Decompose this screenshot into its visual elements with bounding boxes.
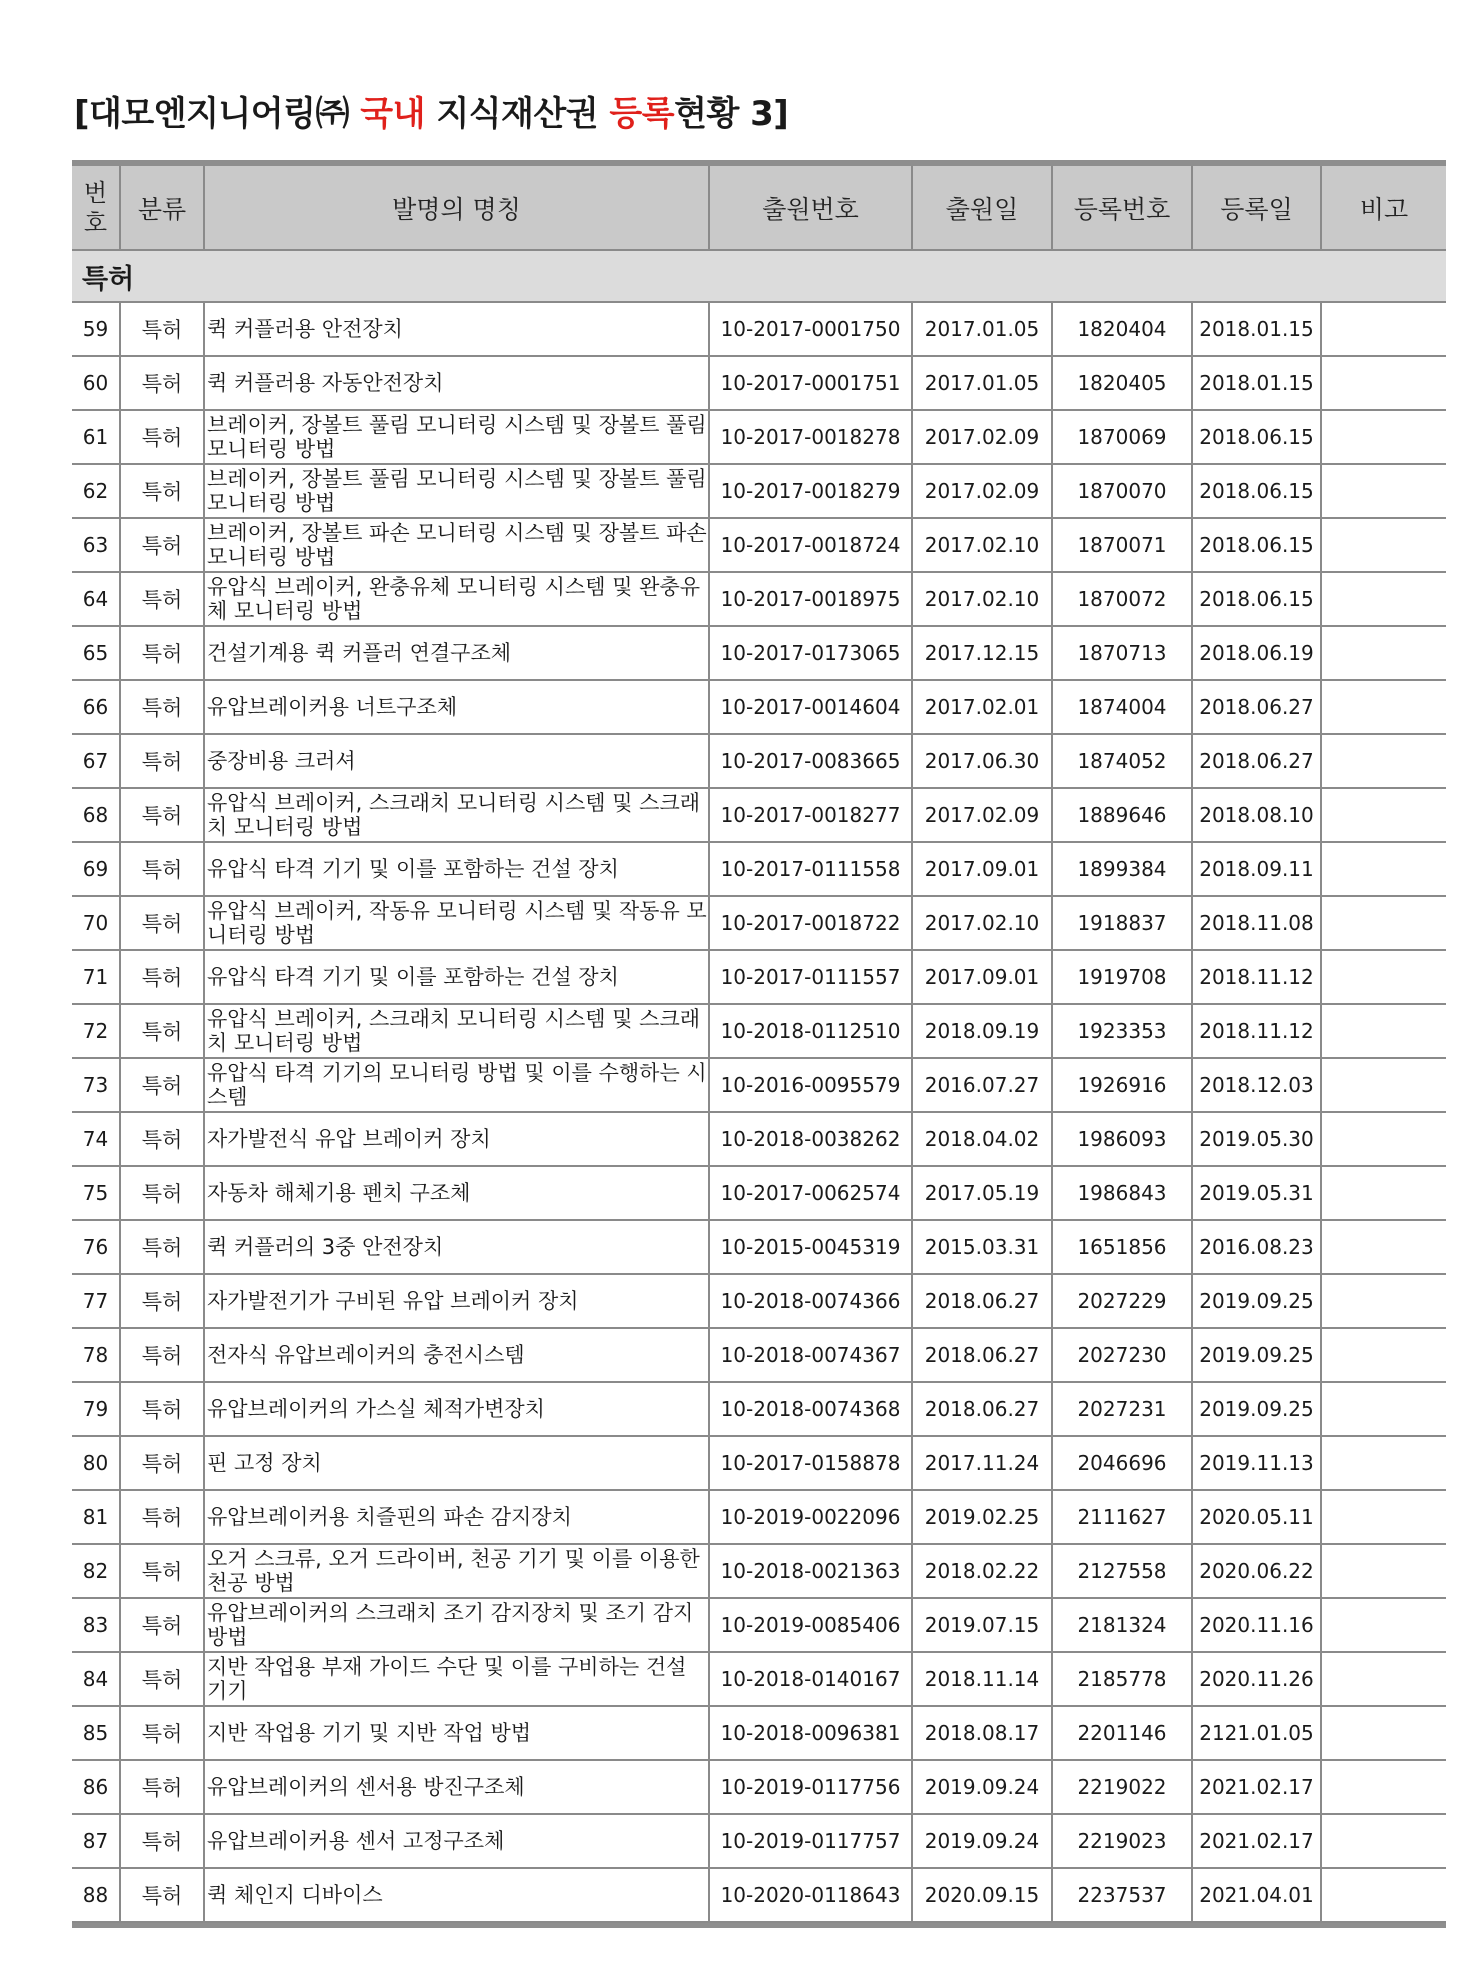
row-registration-date: 2020.11.16 (1192, 1598, 1321, 1652)
table-row (72, 680, 1446, 734)
row-number: 88 (72, 1868, 120, 1922)
row-number: 79 (72, 1382, 120, 1436)
row-note (1321, 896, 1446, 950)
row-registration-number: 2185778 (1052, 1652, 1192, 1706)
row-kind: 특허 (120, 1274, 204, 1328)
row-note (1321, 1328, 1446, 1382)
row-registration-number: 1820404 (1052, 302, 1192, 356)
row-application-date: 2019.09.24 (912, 1760, 1052, 1814)
row-registration-number: 1899384 (1052, 842, 1192, 896)
row-kind: 특허 (120, 302, 204, 356)
row-kind: 특허 (120, 842, 204, 896)
table-row (72, 1544, 1446, 1598)
row-application-number: 10-2018-0140167 (709, 1652, 912, 1706)
title-part-registration: 등록 (609, 94, 675, 134)
row-application-number: 10-2017-0062574 (709, 1166, 912, 1220)
row-invention-name: 전자식 유압브레이커의 충전시스템 (204, 1328, 709, 1382)
row-application-number: 10-2017-0173065 (709, 626, 912, 680)
row-application-number: 10-2018-0074368 (709, 1382, 912, 1436)
row-invention-name: 유압브레이커용 치즐핀의 파손 감지장치 (204, 1490, 709, 1544)
row-note (1321, 572, 1446, 626)
row-application-date: 2018.11.14 (912, 1652, 1052, 1706)
row-registration-date: 2018.12.03 (1192, 1058, 1321, 1112)
row-number: 86 (72, 1760, 120, 1814)
row-invention-name: 브레이커, 장볼트 풀림 모니터링 시스템 및 장볼트 풀림 모니터링 방법 (204, 410, 709, 464)
row-number: 83 (72, 1598, 120, 1652)
row-number: 74 (72, 1112, 120, 1166)
row-application-date: 2017.02.09 (912, 410, 1052, 464)
row-application-date: 2017.11.24 (912, 1436, 1052, 1490)
row-registration-number: 2027229 (1052, 1274, 1192, 1328)
table-row (72, 1328, 1446, 1382)
row-registration-number: 2201146 (1052, 1706, 1192, 1760)
row-application-number: 10-2017-0158878 (709, 1436, 912, 1490)
row-note (1321, 1274, 1446, 1328)
row-registration-number: 1926916 (1052, 1058, 1192, 1112)
row-note (1321, 302, 1446, 356)
row-number: 64 (72, 572, 120, 626)
row-number: 61 (72, 410, 120, 464)
table-row (72, 1490, 1446, 1544)
row-note (1321, 1382, 1446, 1436)
row-application-number: 10-2018-0038262 (709, 1112, 912, 1166)
row-application-number: 10-2018-0074367 (709, 1328, 912, 1382)
table-row (72, 1436, 1446, 1490)
row-registration-number: 2219022 (1052, 1760, 1192, 1814)
table-row (72, 518, 1446, 572)
row-number: 87 (72, 1814, 120, 1868)
row-kind: 특허 (120, 1058, 204, 1112)
row-invention-name: 브레이커, 장볼트 풀림 모니터링 시스템 및 장볼트 풀림 모니터링 방법 (204, 464, 709, 518)
row-number: 71 (72, 950, 120, 1004)
row-note (1321, 356, 1446, 410)
row-note (1321, 1814, 1446, 1868)
row-registration-date: 2020.11.26 (1192, 1652, 1321, 1706)
row-application-number: 10-2017-0018975 (709, 572, 912, 626)
row-application-number: 10-2015-0045319 (709, 1220, 912, 1274)
row-invention-name: 자가발전기가 구비된 유압 브레이커 장치 (204, 1274, 709, 1328)
row-number: 78 (72, 1328, 120, 1382)
row-invention-name: 유압식 브레이커, 스크래치 모니터링 시스템 및 스크래치 모니터링 방법 (204, 1004, 709, 1058)
row-number: 84 (72, 1652, 120, 1706)
row-invention-name: 퀵 커플러용 안전장치 (204, 302, 709, 356)
row-registration-number: 2111627 (1052, 1490, 1192, 1544)
row-application-date: 2018.08.17 (912, 1706, 1052, 1760)
row-kind: 특허 (120, 1598, 204, 1652)
row-note (1321, 1220, 1446, 1274)
title-part-domestic: 국내 (360, 94, 425, 134)
table-row (72, 1004, 1446, 1058)
row-number: 72 (72, 1004, 120, 1058)
row-application-number: 10-2017-0018279 (709, 464, 912, 518)
row-application-date: 2017.02.10 (912, 518, 1052, 572)
row-registration-number: 1986093 (1052, 1112, 1192, 1166)
row-registration-date: 2018.09.11 (1192, 842, 1321, 896)
table-row (72, 1220, 1446, 1274)
table-row (72, 1868, 1446, 1922)
row-application-date: 2018.06.27 (912, 1274, 1052, 1328)
row-note (1321, 1868, 1446, 1922)
row-registration-number: 1874052 (1052, 734, 1192, 788)
row-number: 67 (72, 734, 120, 788)
row-kind: 특허 (120, 572, 204, 626)
row-number: 60 (72, 356, 120, 410)
row-application-date: 2017.02.10 (912, 572, 1052, 626)
table-row (72, 950, 1446, 1004)
row-registration-date: 2018.06.15 (1192, 572, 1321, 626)
row-invention-name: 유압브레이커의 스크래치 조기 감지장치 및 조기 감지방법 (204, 1598, 709, 1652)
row-invention-name: 유압식 브레이커, 작동유 모니터링 시스템 및 작동유 모니터링 방법 (204, 896, 709, 950)
row-invention-name: 유압식 브레이커, 스크래치 모니터링 시스템 및 스크래치 모니터링 방법 (204, 788, 709, 842)
row-application-number: 10-2017-0001751 (709, 356, 912, 410)
row-kind: 특허 (120, 1652, 204, 1706)
title-part-company: [대모엔지니어링㈜ (74, 94, 361, 134)
row-kind: 특허 (120, 1868, 204, 1922)
row-registration-date: 2018.01.15 (1192, 356, 1321, 410)
row-application-date: 2020.09.15 (912, 1868, 1052, 1922)
row-kind: 특허 (120, 1544, 204, 1598)
row-registration-number: 1870072 (1052, 572, 1192, 626)
row-registration-date: 2019.09.25 (1192, 1328, 1321, 1382)
row-application-number: 10-2017-0018724 (709, 518, 912, 572)
row-kind: 특허 (120, 1220, 204, 1274)
row-number: 85 (72, 1706, 120, 1760)
row-application-date: 2018.02.22 (912, 1544, 1052, 1598)
row-number: 75 (72, 1166, 120, 1220)
row-registration-number: 2046696 (1052, 1436, 1192, 1490)
row-application-date: 2017.06.30 (912, 734, 1052, 788)
row-registration-number: 1870069 (1052, 410, 1192, 464)
row-note (1321, 1436, 1446, 1490)
row-registration-date: 2018.11.12 (1192, 1004, 1321, 1058)
row-registration-date: 2021.02.17 (1192, 1814, 1321, 1868)
row-registration-number: 1870070 (1052, 464, 1192, 518)
column-header-registration-number: 등록번호 (1052, 166, 1192, 250)
row-note (1321, 842, 1446, 896)
column-header-application-number: 출원번호 (709, 166, 912, 250)
row-application-number: 10-2017-0014604 (709, 680, 912, 734)
row-note (1321, 518, 1446, 572)
row-note (1321, 1112, 1446, 1166)
row-application-number: 10-2016-0095579 (709, 1058, 912, 1112)
row-note (1321, 1490, 1446, 1544)
table-row (72, 1058, 1446, 1112)
row-registration-date: 2019.05.30 (1192, 1112, 1321, 1166)
row-application-date: 2018.06.27 (912, 1328, 1052, 1382)
table-row (72, 1706, 1446, 1760)
column-header-number-line1: 번 (83, 178, 108, 207)
row-note (1321, 788, 1446, 842)
row-registration-date: 2019.09.25 (1192, 1382, 1321, 1436)
row-note (1321, 410, 1446, 464)
table-row (72, 1598, 1446, 1652)
row-registration-date: 2018.06.15 (1192, 518, 1321, 572)
row-invention-name: 건설기계용 퀵 커플러 연결구조체 (204, 626, 709, 680)
row-kind: 특허 (120, 896, 204, 950)
row-kind: 특허 (120, 1706, 204, 1760)
row-application-date: 2017.02.01 (912, 680, 1052, 734)
table-row (72, 734, 1446, 788)
row-registration-number: 1870713 (1052, 626, 1192, 680)
row-registration-number: 1889646 (1052, 788, 1192, 842)
row-application-number: 10-2017-0018278 (709, 410, 912, 464)
row-note (1321, 1166, 1446, 1220)
row-number: 73 (72, 1058, 120, 1112)
row-application-number: 10-2018-0021363 (709, 1544, 912, 1598)
row-registration-date: 2018.11.08 (1192, 896, 1321, 950)
row-invention-name: 유압브레이커의 센서용 방진구조체 (204, 1760, 709, 1814)
column-header-application-date: 출원일 (912, 166, 1052, 250)
column-header-registration-date: 등록일 (1192, 166, 1321, 250)
row-application-date: 2018.06.27 (912, 1382, 1052, 1436)
table-row (72, 1274, 1446, 1328)
row-kind: 특허 (120, 1760, 204, 1814)
row-registration-date: 2020.05.11 (1192, 1490, 1321, 1544)
row-kind: 특허 (120, 1004, 204, 1058)
row-note (1321, 734, 1446, 788)
row-application-date: 2017.05.19 (912, 1166, 1052, 1220)
row-registration-date: 2018.06.15 (1192, 464, 1321, 518)
row-kind: 특허 (120, 680, 204, 734)
table-row (72, 626, 1446, 680)
row-registration-date: 2019.05.31 (1192, 1166, 1321, 1220)
table-row (72, 464, 1446, 518)
row-application-date: 2017.01.05 (912, 302, 1052, 356)
title-part-ip: 지식재산권 (425, 94, 610, 134)
row-registration-date: 2018.06.15 (1192, 410, 1321, 464)
row-registration-number: 1870071 (1052, 518, 1192, 572)
table-row (72, 302, 1446, 356)
row-invention-name: 유압식 타격 기기의 모니터링 방법 및 이를 수행하는 시스템 (204, 1058, 709, 1112)
table-row (72, 896, 1446, 950)
row-invention-name: 유압브레이커용 센서 고정구조체 (204, 1814, 709, 1868)
row-note (1321, 1706, 1446, 1760)
table-row (72, 842, 1446, 896)
row-note (1321, 680, 1446, 734)
row-registration-number: 1918837 (1052, 896, 1192, 950)
row-invention-name: 유압브레이커용 너트구조체 (204, 680, 709, 734)
row-invention-name: 유압브레이커의 가스실 체적가변장치 (204, 1382, 709, 1436)
row-invention-name: 지반 작업용 기기 및 지반 작업 방법 (204, 1706, 709, 1760)
row-registration-number: 1923353 (1052, 1004, 1192, 1058)
row-kind: 특허 (120, 1328, 204, 1382)
row-application-date: 2017.02.10 (912, 896, 1052, 950)
table-header-row (72, 166, 1446, 250)
row-application-number: 10-2017-0018722 (709, 896, 912, 950)
row-number: 80 (72, 1436, 120, 1490)
table-row (72, 1814, 1446, 1868)
row-application-number: 10-2018-0112510 (709, 1004, 912, 1058)
table-row (72, 1760, 1446, 1814)
row-note (1321, 1544, 1446, 1598)
row-registration-date: 2121.01.05 (1192, 1706, 1321, 1760)
row-kind: 특허 (120, 356, 204, 410)
row-registration-date: 2018.01.15 (1192, 302, 1321, 356)
row-kind: 특허 (120, 734, 204, 788)
row-application-number: 10-2019-0085406 (709, 1598, 912, 1652)
row-application-date: 2018.04.02 (912, 1112, 1052, 1166)
row-invention-name: 유압식 브레이커, 완충유체 모니터링 시스템 및 완충유체 모니터링 방법 (204, 572, 709, 626)
row-note (1321, 950, 1446, 1004)
row-application-date: 2017.09.01 (912, 842, 1052, 896)
row-registration-date: 2018.06.19 (1192, 626, 1321, 680)
row-kind: 특허 (120, 950, 204, 1004)
row-application-date: 2015.03.31 (912, 1220, 1052, 1274)
row-registration-number: 2027230 (1052, 1328, 1192, 1382)
row-kind: 특허 (120, 1436, 204, 1490)
row-kind: 특허 (120, 1814, 204, 1868)
row-invention-name: 유압식 타격 기기 및 이를 포함하는 건설 장치 (204, 842, 709, 896)
table-row (72, 1382, 1446, 1436)
row-registration-date: 2018.06.27 (1192, 734, 1321, 788)
row-kind: 특허 (120, 1166, 204, 1220)
row-note (1321, 1760, 1446, 1814)
row-application-number: 10-2017-0111557 (709, 950, 912, 1004)
row-registration-date: 2020.06.22 (1192, 1544, 1321, 1598)
row-note (1321, 1598, 1446, 1652)
row-invention-name: 지반 작업용 부재 가이드 수단 및 이를 구비하는 건설 기기 (204, 1652, 709, 1706)
row-registration-date: 2016.08.23 (1192, 1220, 1321, 1274)
table-row (72, 1166, 1446, 1220)
row-registration-date: 2021.04.01 (1192, 1868, 1321, 1922)
row-number: 77 (72, 1274, 120, 1328)
table-row (72, 410, 1446, 464)
row-application-number: 10-2017-0083665 (709, 734, 912, 788)
row-kind: 특허 (120, 1112, 204, 1166)
row-registration-number: 1651856 (1052, 1220, 1192, 1274)
row-application-number: 10-2018-0096381 (709, 1706, 912, 1760)
row-registration-number: 1820405 (1052, 356, 1192, 410)
row-number: 81 (72, 1490, 120, 1544)
column-header-name: 발명의 명칭 (204, 166, 709, 250)
row-registration-number: 2027231 (1052, 1382, 1192, 1436)
row-invention-name: 핀 고정 장치 (204, 1436, 709, 1490)
row-application-date: 2017.12.15 (912, 626, 1052, 680)
row-number: 69 (72, 842, 120, 896)
row-registration-date: 2021.02.17 (1192, 1760, 1321, 1814)
row-number: 76 (72, 1220, 120, 1274)
row-application-number: 10-2019-0022096 (709, 1490, 912, 1544)
row-number: 82 (72, 1544, 120, 1598)
row-kind: 특허 (120, 1382, 204, 1436)
row-application-date: 2017.02.09 (912, 464, 1052, 518)
ip-registration-table (72, 160, 1446, 1928)
row-invention-name: 브레이커, 장볼트 파손 모니터링 시스템 및 장볼트 파손 모니터링 방법 (204, 518, 709, 572)
row-note (1321, 1004, 1446, 1058)
row-application-number: 10-2017-0018277 (709, 788, 912, 842)
row-number: 66 (72, 680, 120, 734)
row-registration-date: 2018.08.10 (1192, 788, 1321, 842)
row-invention-name: 퀵 커플러용 자동안전장치 (204, 356, 709, 410)
row-application-number: 10-2018-0074366 (709, 1274, 912, 1328)
title-part-status: 현황 3] (674, 94, 789, 134)
row-kind: 특허 (120, 518, 204, 572)
row-registration-number: 1874004 (1052, 680, 1192, 734)
row-kind: 특허 (120, 1490, 204, 1544)
row-number: 62 (72, 464, 120, 518)
row-number: 63 (72, 518, 120, 572)
row-note (1321, 1652, 1446, 1706)
row-number: 65 (72, 626, 120, 680)
row-invention-name: 유압식 타격 기기 및 이를 포함하는 건설 장치 (204, 950, 709, 1004)
row-kind: 특허 (120, 626, 204, 680)
row-note (1321, 626, 1446, 680)
section-row (72, 250, 1446, 302)
row-application-date: 2016.07.27 (912, 1058, 1052, 1112)
row-application-date: 2017.01.05 (912, 356, 1052, 410)
row-number: 70 (72, 896, 120, 950)
table-row (72, 788, 1446, 842)
row-invention-name: 자가발전식 유압 브레이커 장치 (204, 1112, 709, 1166)
table-row (72, 1112, 1446, 1166)
row-note (1321, 1058, 1446, 1112)
row-application-number: 10-2020-0118643 (709, 1868, 912, 1922)
row-number: 59 (72, 302, 120, 356)
row-number: 68 (72, 788, 120, 842)
row-kind: 특허 (120, 788, 204, 842)
row-kind: 특허 (120, 464, 204, 518)
row-application-number: 10-2017-0111558 (709, 842, 912, 896)
row-registration-date: 2018.06.27 (1192, 680, 1321, 734)
row-registration-number: 2219023 (1052, 1814, 1192, 1868)
row-invention-name: 퀵 체인지 디바이스 (204, 1868, 709, 1922)
row-invention-name: 중장비용 크러셔 (204, 734, 709, 788)
table-bottom-rule (72, 1923, 1446, 1928)
column-header-number-line2: 호 (83, 208, 108, 237)
row-application-date: 2017.09.01 (912, 950, 1052, 1004)
row-registration-number: 2127558 (1052, 1544, 1192, 1598)
column-header-kind: 분류 (120, 166, 204, 250)
row-registration-date: 2019.11.13 (1192, 1436, 1321, 1490)
row-registration-number: 2181324 (1052, 1598, 1192, 1652)
column-header-number (72, 166, 120, 250)
column-header-note: 비고 (1321, 166, 1446, 250)
row-invention-name: 자동차 해체기용 펜치 구조체 (204, 1166, 709, 1220)
row-application-date: 2019.09.24 (912, 1814, 1052, 1868)
table-row (72, 1652, 1446, 1706)
row-application-number: 10-2017-0001750 (709, 302, 912, 356)
table-row (72, 356, 1446, 410)
row-application-number: 10-2019-0117757 (709, 1814, 912, 1868)
page-title (74, 86, 788, 135)
row-invention-name: 퀵 커플러의 3중 안전장치 (204, 1220, 709, 1274)
section-label: 특허 (72, 250, 1446, 302)
row-invention-name: 오거 스크류, 오거 드라이버, 천공 기기 및 이를 이용한 천공 방법 (204, 1544, 709, 1598)
row-kind: 특허 (120, 410, 204, 464)
row-application-number: 10-2019-0117756 (709, 1760, 912, 1814)
row-application-date: 2019.07.15 (912, 1598, 1052, 1652)
row-application-date: 2018.09.19 (912, 1004, 1052, 1058)
row-registration-number: 1919708 (1052, 950, 1192, 1004)
row-application-date: 2019.02.25 (912, 1490, 1052, 1544)
row-application-date: 2017.02.09 (912, 788, 1052, 842)
table-row (72, 572, 1446, 626)
row-registration-number: 1986843 (1052, 1166, 1192, 1220)
row-registration-date: 2018.11.12 (1192, 950, 1321, 1004)
row-registration-date: 2019.09.25 (1192, 1274, 1321, 1328)
row-registration-number: 2237537 (1052, 1868, 1192, 1922)
row-note (1321, 464, 1446, 518)
